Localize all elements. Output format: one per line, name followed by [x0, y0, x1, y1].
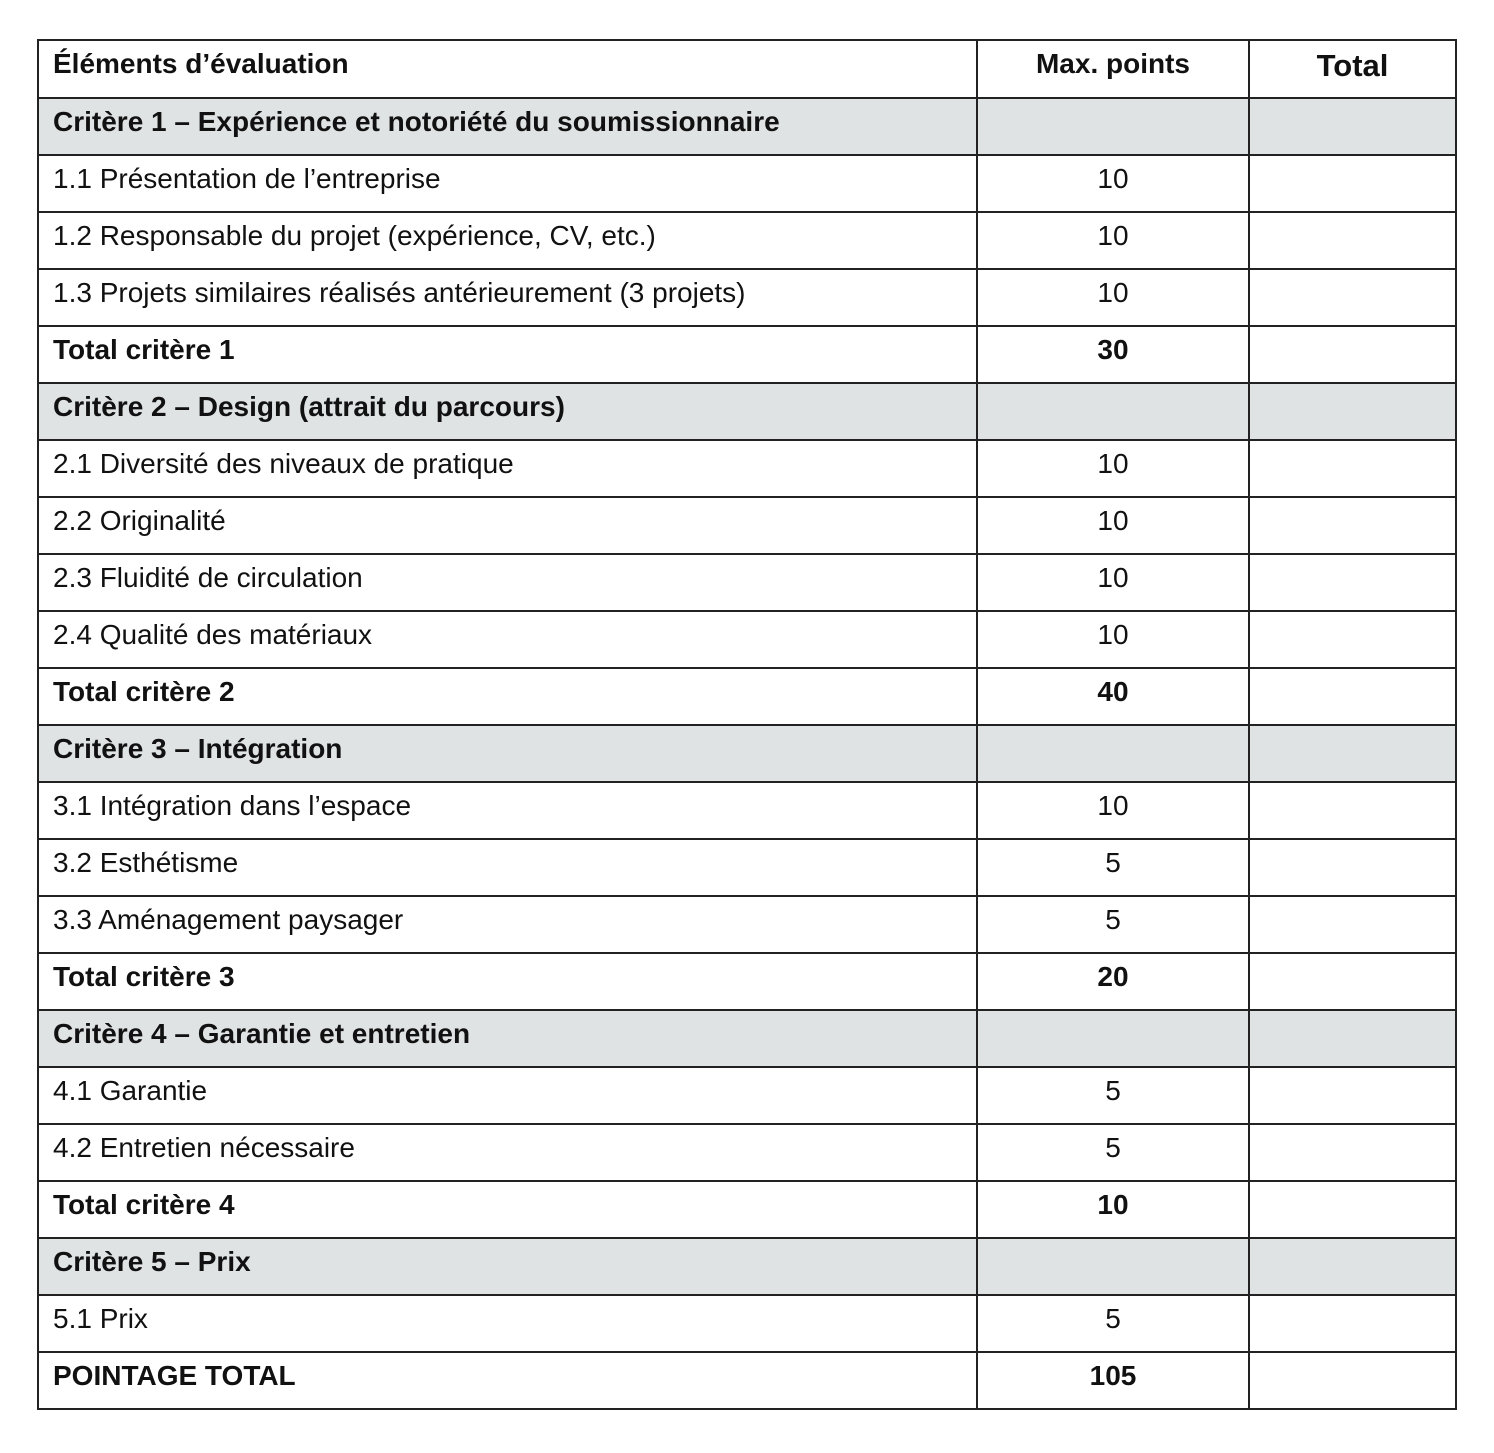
criterion-total-row: [38, 1181, 1456, 1238]
row-label: Total critère 4: [38, 1181, 977, 1238]
row-label: 5.1 Prix: [38, 1295, 977, 1352]
total-score-cell[interactable]: [1249, 1295, 1456, 1352]
table-row: [38, 896, 1456, 953]
criterion-total-row: [38, 326, 1456, 383]
table-row: [38, 782, 1456, 839]
total-score-cell[interactable]: [1249, 725, 1456, 782]
max-points-cell: 5: [977, 1067, 1249, 1124]
max-points-cell: [977, 1238, 1249, 1295]
row-label: 3.3 Aménagement paysager: [38, 896, 977, 953]
total-score-cell[interactable]: [1249, 1352, 1456, 1409]
row-label: Critère 3 – Intégration: [38, 725, 977, 782]
total-score-cell[interactable]: [1249, 896, 1456, 953]
max-points-cell: 10: [977, 497, 1249, 554]
total-score-cell[interactable]: [1249, 953, 1456, 1010]
max-points-cell: 10: [977, 155, 1249, 212]
row-label: 4.1 Garantie: [38, 1067, 977, 1124]
row-label: Critère 1 – Expérience et notoriété du soumissionnaire: [38, 98, 977, 155]
row-label: 3.2 Esthétisme: [38, 839, 977, 896]
row-label: 1.3 Projets similaires réalisés antérieurement (3 projets): [38, 269, 977, 326]
row-label: Total critère 1: [38, 326, 977, 383]
max-points-cell: 10: [977, 1181, 1249, 1238]
table-row: [38, 1067, 1456, 1124]
criterion-header-row: [38, 1238, 1456, 1295]
criterion-header-row: [38, 1010, 1456, 1067]
table-row: [38, 839, 1456, 896]
table-row: [38, 1124, 1456, 1181]
table-row: [38, 269, 1456, 326]
total-score-cell[interactable]: [1249, 1124, 1456, 1181]
evaluation-table: [37, 39, 1457, 1410]
max-points-cell: 40: [977, 668, 1249, 725]
row-label: Total critère 3: [38, 953, 977, 1010]
criterion-total-row: [38, 953, 1456, 1010]
row-label: 3.1 Intégration dans l’espace: [38, 782, 977, 839]
max-points-cell: 20: [977, 953, 1249, 1010]
table-row: [38, 212, 1456, 269]
table-header: [38, 40, 1456, 98]
header-elements: Éléments d’évaluation: [38, 40, 977, 98]
criterion-header-row: [38, 383, 1456, 440]
max-points-cell: 5: [977, 1295, 1249, 1352]
total-score-cell[interactable]: [1249, 1181, 1456, 1238]
max-points-cell: [977, 98, 1249, 155]
total-score-cell[interactable]: [1249, 668, 1456, 725]
total-score-cell[interactable]: [1249, 611, 1456, 668]
row-label: 2.4 Qualité des matériaux: [38, 611, 977, 668]
criterion-total-row: [38, 668, 1456, 725]
row-label: Critère 5 – Prix: [38, 1238, 977, 1295]
row-label: 2.3 Fluidité de circulation: [38, 554, 977, 611]
table-row: [38, 554, 1456, 611]
max-points-cell: 105: [977, 1352, 1249, 1409]
table-row: [38, 497, 1456, 554]
total-score-cell[interactable]: [1249, 839, 1456, 896]
max-points-cell: [977, 1010, 1249, 1067]
total-score-cell[interactable]: [1249, 269, 1456, 326]
total-score-cell[interactable]: [1249, 497, 1456, 554]
total-score-cell[interactable]: [1249, 782, 1456, 839]
criterion-header-row: [38, 725, 1456, 782]
total-score-cell[interactable]: [1249, 554, 1456, 611]
max-points-cell: [977, 383, 1249, 440]
row-label: Critère 4 – Garantie et entretien: [38, 1010, 977, 1067]
table-row: [38, 611, 1456, 668]
max-points-cell: 5: [977, 896, 1249, 953]
row-label: Total critère 2: [38, 668, 977, 725]
total-score-cell[interactable]: [1249, 1067, 1456, 1124]
row-label: 4.2 Entretien nécessaire: [38, 1124, 977, 1181]
max-points-cell: 10: [977, 554, 1249, 611]
row-label: 1.1 Présentation de l’entreprise: [38, 155, 977, 212]
table-row: [38, 155, 1456, 212]
header-total: Total: [1249, 40, 1456, 98]
header-max-points: Max. points: [977, 40, 1249, 98]
row-label: Critère 2 – Design (attrait du parcours): [38, 383, 977, 440]
total-score-cell[interactable]: [1249, 326, 1456, 383]
total-score-cell[interactable]: [1249, 1010, 1456, 1067]
row-label: 2.2 Originalité: [38, 497, 977, 554]
total-score-cell[interactable]: [1249, 1238, 1456, 1295]
max-points-cell: 10: [977, 782, 1249, 839]
total-score-cell[interactable]: [1249, 212, 1456, 269]
total-score-cell[interactable]: [1249, 440, 1456, 497]
criterion-header-row: [38, 98, 1456, 155]
header-row: [38, 40, 1456, 98]
max-points-cell: 5: [977, 1124, 1249, 1181]
total-score-cell[interactable]: [1249, 98, 1456, 155]
row-label: 1.2 Responsable du projet (expérience, CV, etc.): [38, 212, 977, 269]
max-points-cell: 10: [977, 440, 1249, 497]
max-points-cell: [977, 725, 1249, 782]
max-points-cell: 10: [977, 269, 1249, 326]
row-label: POINTAGE TOTAL: [38, 1352, 977, 1409]
row-label: 2.1 Diversité des niveaux de pratique: [38, 440, 977, 497]
table-row: [38, 1295, 1456, 1352]
max-points-cell: 10: [977, 611, 1249, 668]
max-points-cell: 10: [977, 212, 1249, 269]
grand-total-row: [38, 1352, 1456, 1409]
total-score-cell[interactable]: [1249, 383, 1456, 440]
table-row: [38, 440, 1456, 497]
max-points-cell: 5: [977, 839, 1249, 896]
total-score-cell[interactable]: [1249, 155, 1456, 212]
table-body: [38, 98, 1456, 1409]
max-points-cell: 30: [977, 326, 1249, 383]
